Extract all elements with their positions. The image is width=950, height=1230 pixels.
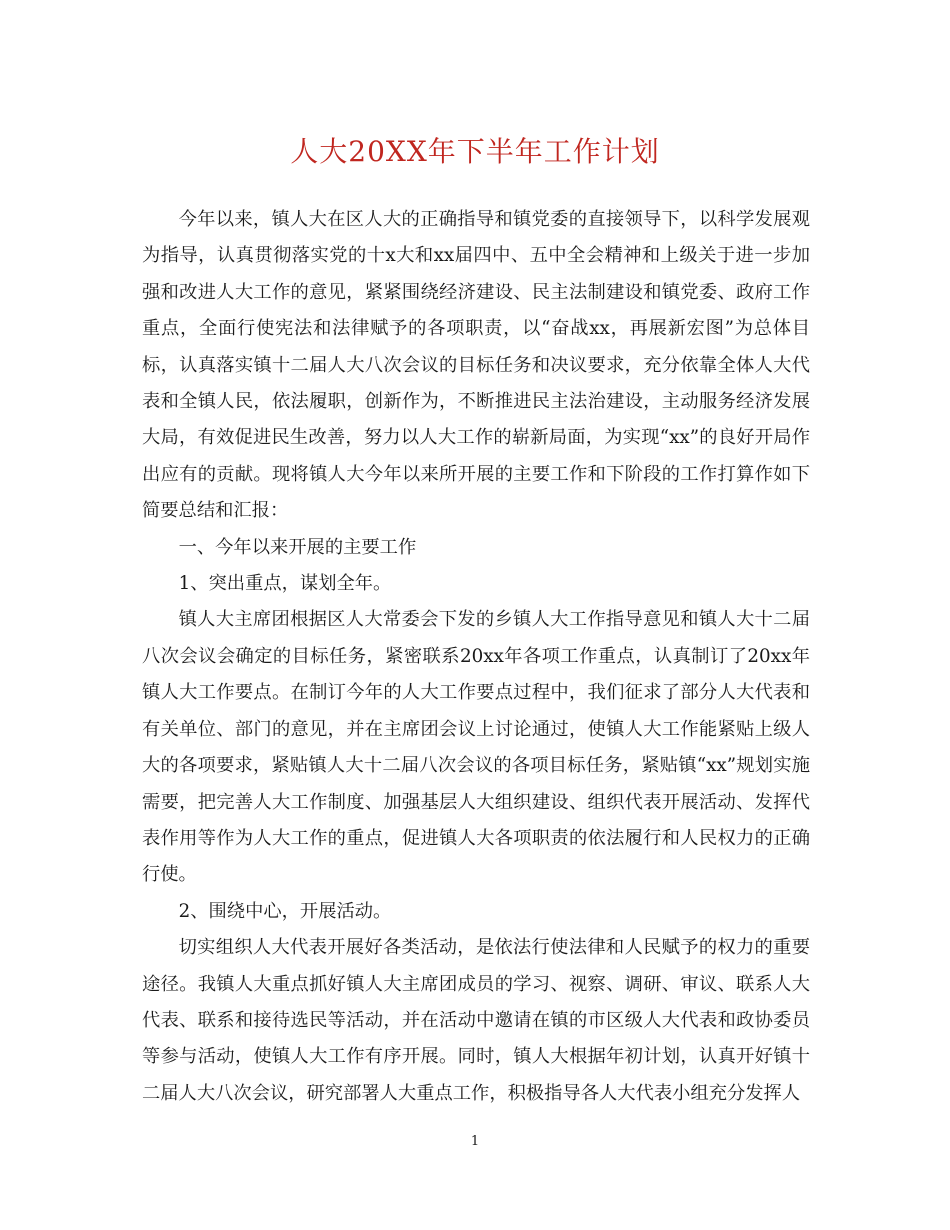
section-heading-main-work: 一、今年以来开展的主要工作 (178, 536, 417, 558)
page-number: 1 (470, 1134, 480, 1149)
subheading-focus-planning: 1、突出重点，谋划全年。 (178, 573, 392, 595)
intro-paragraph: 今年以来，镇人大在区人大的正确指导和镇党委的直接领导下，以科学发展观为指导，认真贯彻落实党的十x大和xx届四中、五中全会精神和上级关于进一步加强和改进人大工作的意见，紧紧围绕经济建设、民主法制建设和镇党委、政府工作重点，全面行使宪法和法律赋予的各项职责，以“奋战xx，再展新宏图”为总体目标，认真落实镇十二届人大八次会议的目标任务和决议要求，充分依靠全体人大代表和全镇人民，依法履职，创新作为，不断推进民主法治建设，主动服务经济发展大局，有效促进民生改善，努力以人大工作的崭新局面，为实现“xx”的良好开局作出应有的贡献。现将镇人大今年以来所开展的主要工作和下阶段的工作打算作如下简要总结和汇报： (142, 209, 810, 522)
paragraph-activities: 切实组织人大代表开展好各类活动，是依法行使法律和人民赋予的权力的重要途径。我镇人大重点抓好镇人大主席团成员的学习、视察、调研、审议、联系人大代表、联系和接待选民等活动，并在活动中邀请在镇的市区级人大代表和政协委员等参与活动，使镇人大工作有序开展。同时，镇人大根据年初计划，认真开好镇十二届人大八次会议，研究部署人大重点工作，积极指导各人大代表小组充分发挥人 (142, 937, 810, 1104)
subheading-center-activities: 2、围绕中心，开展活动。 (178, 900, 392, 922)
document-body (142, 202, 810, 1112)
document-title: 人大20XX年下半年工作计划 (290, 135, 660, 168)
paragraph-work-plan: 镇人大主席团根据区人大常委会下发的乡镇人大工作指导意见和镇人大十二届八次会议会确定的目标任务，紧密联系20xx年各项工作重点，认真制订了20xx年镇人大工作要点。在制订今年的人大工作要点过程中，我们征求了部分人大代表和有关单位、部门的意见，并在主席团会议上讨论通过，使镇人大工作能紧贴上级人大的各项要求，紧贴镇人大十二届八次会议的各项目标任务，紧贴镇“xx”规划实施需要，把完善人大工作制度、加强基层人大组织建设、组织代表开展活动、发挥代表作用等作为人大工作的重点，促进镇人大各项职责的依法履行和人民权力的正确行使。 (142, 609, 810, 886)
